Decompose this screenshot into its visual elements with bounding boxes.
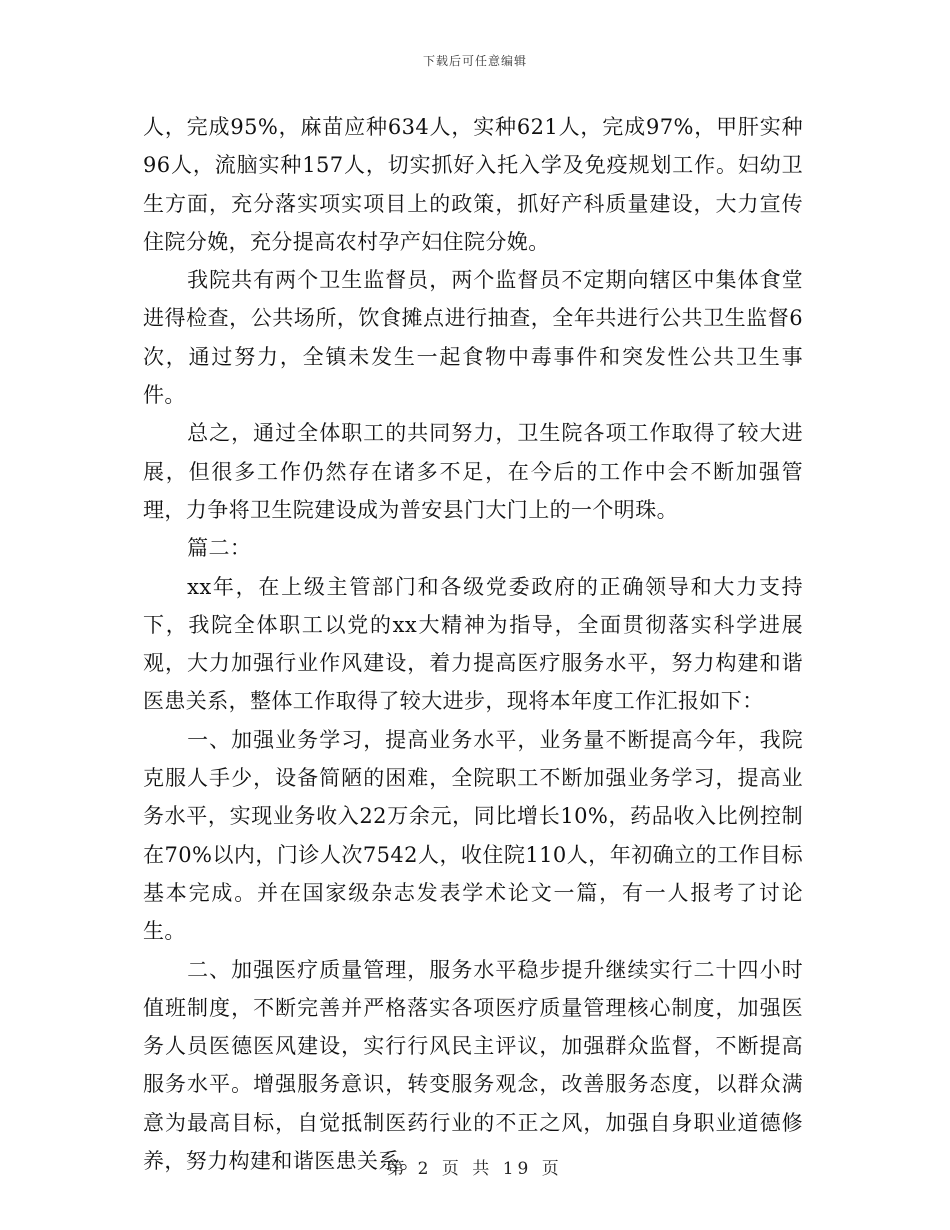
paragraph-3: 总之，通过全体职工的共同努力，卫生院各项工作取得了较大进展，但很多工作仍然存在诸多不足，在今后的工作中会不断加强管理，力争将卫生院建设成为普安县门大门上的一个明珠。 <box>143 421 803 522</box>
document-body <box>143 108 803 1180</box>
paragraph-6: 二、加强医疗质量管理，服务水平稳步提升继续实行二十四小时值班制度，不断完善并严格落实各项医疗质量管理核心制度，加强医务人员医德医风建设，实行行风民主评议，加强群众监督，不断提高服务水平。增强服务意识，转变服务观念，改善服务态度，以群众满意为最高目标，自觉抵制医药行业的不正之风，加强自身职业道德修养，努力构建和谐医患关系。 <box>143 957 803 1174</box>
paragraph-5: 一、加强业务学习，提高业务水平，业务量不断提高今年，我院克服人手少，设备简陋的困难，全院职工不断加强业务学习，提高业务水平，实现业务收入22万余元，同比增长10%，药品收入比例控制在70%以内，门诊人次7542人，收住院110人，年初确立的工作目标基本完成。并在国家级杂志发表学术论文一篇，有一人报考了讨论生。 <box>143 727 803 944</box>
page-header-note: 下载后可任意编辑 <box>422 54 527 68</box>
paragraph-1: 人，完成95%，麻苗应种634人，实种621人，完成97%，甲肝实种96人，流脑实种157人，切实抓好入托入学及免疫规划工作。妇幼卫生方面，充分落实项实项目上的政策，抓好产科质量建设，大力宣传住院分娩，充分提高农村孕产妇住院分娩。 <box>143 115 803 254</box>
section-heading: 篇二： <box>187 536 252 561</box>
paragraph-4: xx年，在上级主管部门和各级党委政府的正确领导和大力支持下，我院全体职工以党的xx大精神为指导，全面贯彻落实科学进展观，大力加强行业作风建设，着力提高医疗服务水平，努力构建和谐医患关系，整体工作取得了较大进步，现将本年度工作汇报如下： <box>143 574 803 714</box>
page-number-footer: 第 2 页 共 19 页 <box>387 1159 563 1179</box>
paragraph-2: 我院共有两个卫生监督员，两个监督员不定期向辖区中集体食堂进得检查，公共场所，饮食摊点进行抽查，全年共进行公共卫生监督6次，通过努力，全镇未发生一起食物中毒事件和突发性公共卫生事件。 <box>143 268 803 408</box>
